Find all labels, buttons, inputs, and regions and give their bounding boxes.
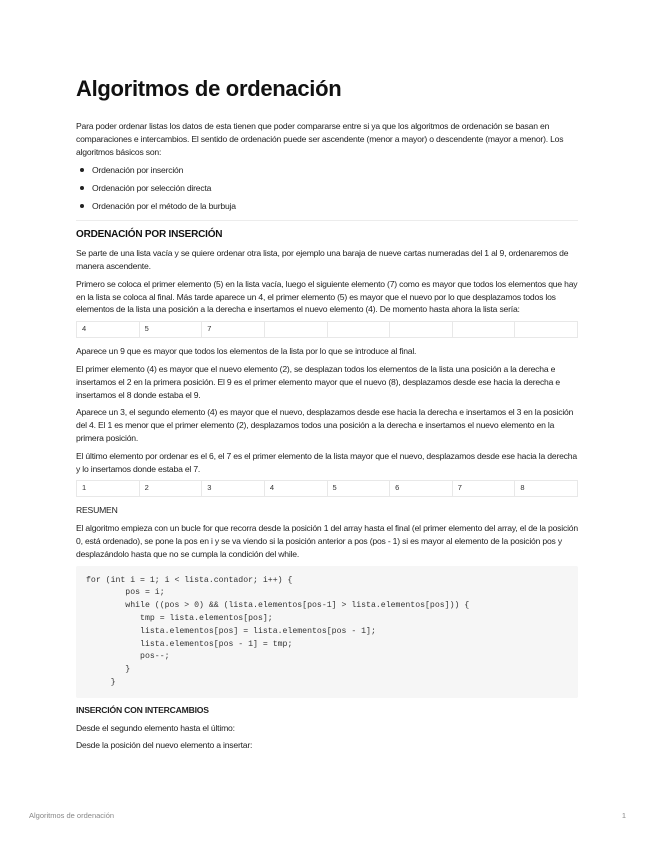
- table-cell: 3: [202, 481, 265, 497]
- table-cell: 7: [202, 322, 265, 338]
- table-cell: 4: [77, 322, 140, 338]
- table-cell: 2: [139, 481, 202, 497]
- table-cell: [327, 322, 390, 338]
- table-cell: 7: [452, 481, 515, 497]
- section-heading-insercion: ORDENACIÓN POR INSERCIÓN: [76, 229, 223, 241]
- table-cell: [390, 322, 453, 338]
- paragraph: Desde el segundo elemento hasta el último:: [76, 722, 235, 733]
- footer-title: Algoritmos de ordenación: [29, 811, 115, 820]
- subsection-heading-intercambios: INSERCIÓN CON INTERCAMBIOS: [76, 704, 209, 715]
- list-item: Ordenación por el método de la burbuja: [76, 199, 578, 217]
- list-item: Ordenación por selección directa: [76, 181, 578, 199]
- section-divider: [76, 220, 578, 221]
- sorted-list-table: [76, 480, 578, 497]
- table-cell: [452, 322, 515, 338]
- list-item: Ordenación por inserción: [76, 163, 578, 181]
- paragraph: Aparece un 3, el segundo elemento (4) es mayor que el nuevo, desplazamos desde ese hacia la derecha e insertamos el 3 en la posición del 4. El 1 es menor que el primer elemento (2), desplazamos todos una posición a la derecha e insertamos el nuevo elemento en la primera posición.: [76, 407, 574, 443]
- paragraph: Se parte de una lista vacía y se quiere ordenar otra lista, por ejemplo una baraja de nueve cartas numeradas del 1 al 9, ordenaremos de manera ascendente.: [76, 248, 569, 271]
- document-body: [76, 120, 578, 757]
- algorithm-list: [76, 163, 578, 217]
- paragraph: Aparece un 9 que es mayor que todos los elementos de la lista por lo que se introduce al final.: [76, 346, 417, 357]
- subsection-heading-resumen: RESUMEN: [76, 505, 118, 516]
- table-cell: 1: [77, 481, 140, 497]
- code-block: for (int i = 1; i < lista.contador; i++) { pos = i; while ((pos > 0) && (lista.elementos[pos-1] > lista.elementos[pos])) { tmp = lista.elementos[pos]; lista.elementos[pos] = lista.elementos[pos - 1]; lista.elementos[pos - 1] = tmp; pos--; } }: [76, 566, 578, 698]
- table-row: [77, 322, 578, 338]
- partial-list-table: [76, 321, 578, 338]
- table-cell: [515, 322, 578, 338]
- paragraph: El último elemento por ordenar es el 6, el 7 es el primer elemento de la lista mayor que el nuevo, desplazamos desde ese hacia la derecha y lo insertamos donde estaba el 7.: [76, 450, 577, 474]
- table-cell: 4: [264, 481, 327, 497]
- paragraph: El algoritmo empieza con un bucle for que recorra desde la posición 1 del array hasta el final (el primer elemento del array, el de la posición 0, está ordenado), se pone la pos en i y se va viendo si la posición anterior a pos (pos - 1) si es mayor al elemento de la posición pos y desplazándolo hasta que no se cumpla la condición del while.: [76, 523, 578, 559]
- table-cell: 5: [327, 481, 390, 497]
- table-cell: 5: [139, 322, 202, 338]
- table-cell: [264, 322, 327, 338]
- page-number: 1: [621, 811, 626, 820]
- paragraph: Desde la posición del nuevo elemento a insertar:: [76, 740, 253, 751]
- table-cell: 8: [515, 481, 578, 497]
- paragraph: El primer elemento (4) es mayor que el nuevo elemento (2), se desplazan todos los elementos de la lista una posición a la derecha e insertamos el 2 en la primera posición. El 9 es el primer elemento mayor que el nuevo (8), desplazamos desde ese hacia la derecha e insertamos el 8 donde estaba el 9.: [76, 363, 560, 400]
- page-title: Algoritmos de ordenación: [76, 76, 342, 101]
- intro-paragraph: Para poder ordenar listas los datos de esta tienen que poder compararse entre si ya que los algoritmos de ordenación se basan en comparaciones e intercambios. El sentido de ordenación puede ser ascendente (menor a mayor) o descendente (mayor a menor). Los algoritmos básicos son:: [76, 121, 564, 157]
- paragraph: Primero se coloca el primer elemento (5) en la lista vacía, luego el siguiente elemento (7) como es mayor que todos los elementos que hay en la lista se coloca al final. Más tarde aparece un 4, el primer elemento (5) es mayor que el nuevo por lo que desplazamos todos los elementos de la lista una posición a la derecha e insertamos el nuevo elemento (4). De momento hasta ahora la lista sería:: [76, 278, 578, 315]
- table-cell: 6: [390, 481, 453, 497]
- table-row: [77, 481, 578, 497]
